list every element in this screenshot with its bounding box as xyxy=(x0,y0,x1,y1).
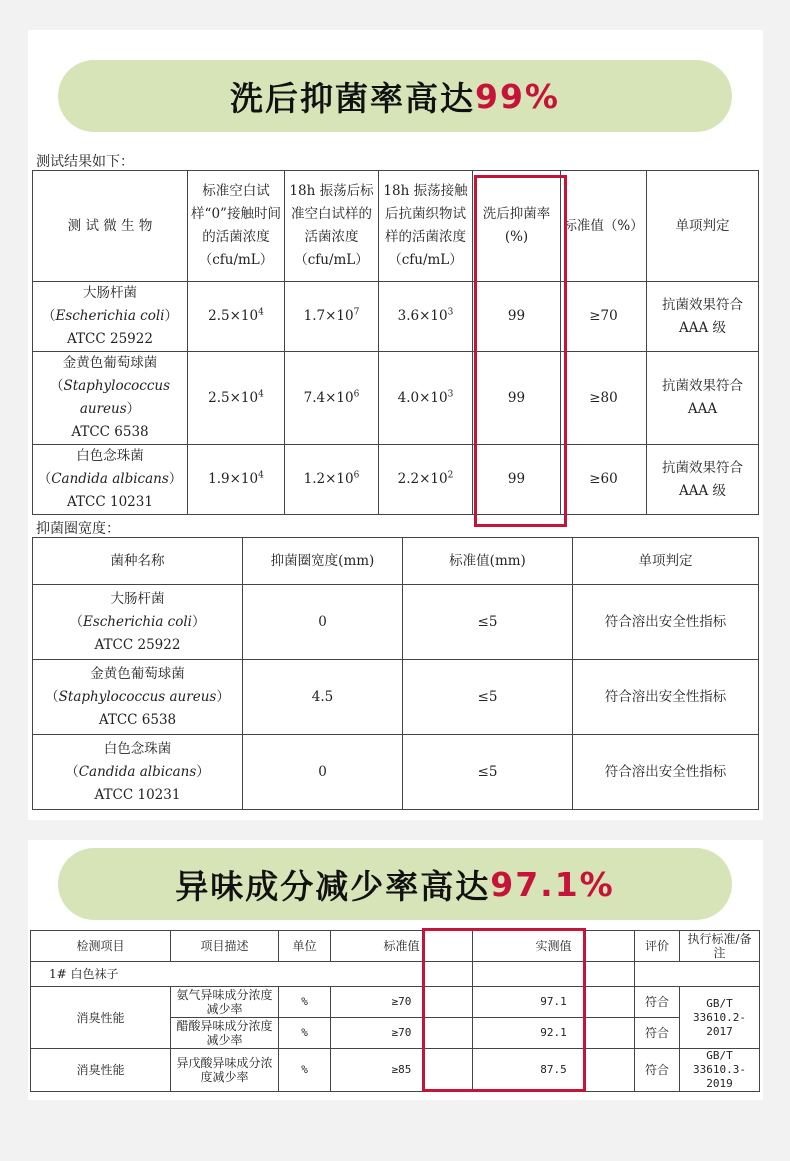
header-cell: 项目描述 xyxy=(171,931,279,962)
banner-highlight: 97.1% xyxy=(490,864,615,904)
desc-cell: 异戊酸异味成分浓度减少率 xyxy=(171,1049,279,1092)
section-label-inhibition: 抑菌圈宽度： xyxy=(36,521,120,537)
unit-cell: % xyxy=(279,987,331,1018)
table-row xyxy=(33,660,759,735)
header-cell: 标准值(mm) xyxy=(403,538,573,585)
organism-cell: 大肠杆菌 （Escherichia coli） ATCC 25922 xyxy=(33,585,243,660)
organism-strain: ATCC 6538 xyxy=(98,711,177,728)
width-cell: 4.5 xyxy=(243,660,403,735)
verdict-cell: 符合溶出安全性指标 xyxy=(573,660,759,735)
rate-cell: 99 xyxy=(473,352,561,445)
organism-cell: 白色念珠菌 （Candida albicans） ATCC 10231 xyxy=(33,735,243,810)
value-cell: $1.7\times 10^7$ xyxy=(285,282,379,352)
verdict-cell: 符合溶出安全性指标 xyxy=(573,585,759,660)
std-cell: ≥60 xyxy=(561,445,647,515)
report-document xyxy=(32,148,759,810)
organism-strain: ATCC 10231 xyxy=(94,786,181,803)
section-label-results: 测试结果如下： xyxy=(36,154,134,170)
organism-sci: Staphylococcus aureus xyxy=(63,378,171,417)
organism-name: 金黄色葡萄球菌 xyxy=(62,355,158,371)
deodorant-document xyxy=(30,930,760,1092)
width-cell: 0 xyxy=(243,735,403,810)
standard-cell: GB/T 33610.2-2017 xyxy=(680,987,760,1049)
organism-sci: Escherichia coli xyxy=(82,613,193,630)
report-card-antibacterial xyxy=(28,30,763,820)
unit-cell: % xyxy=(279,1018,331,1049)
item-cell: 消臭性能 xyxy=(31,1049,171,1092)
value-cell: $3.6\times 10^3$ xyxy=(379,282,473,352)
eval-cell: 符合 xyxy=(635,987,680,1018)
organism-cell: 金黄色葡萄球菌 （Staphylococcus aureus） ATCC 6538 xyxy=(33,352,188,445)
organism-sci: Escherichia coli xyxy=(55,308,165,324)
table-header-row xyxy=(33,538,759,585)
header-cell: 菌种名称 xyxy=(33,538,243,585)
standard-cell: GB/T 33610.3-2019 xyxy=(680,1049,760,1092)
value-cell: 97.1 xyxy=(473,987,635,1018)
organism-cell: 白色念珠菌 （Candida albicans） ATCC 10231 xyxy=(33,445,188,515)
organism-strain: ATCC 25922 xyxy=(94,636,181,653)
banner-highlight: 99% xyxy=(475,76,560,116)
banner-deodorant xyxy=(58,848,732,920)
organism-name: 白色念珠菌 xyxy=(76,448,144,464)
value-cell: $4.0\times 10^3$ xyxy=(379,352,473,445)
organism-name: 金黄色葡萄球菌 xyxy=(90,665,185,682)
value-cell: 92.1 xyxy=(473,1018,635,1049)
table-header-row xyxy=(33,171,759,282)
table-row xyxy=(33,352,759,445)
header-cell: 检测项目 xyxy=(31,931,171,962)
table-header-row xyxy=(31,931,760,962)
organism-strain: ATCC 25922 xyxy=(67,331,153,347)
verdict-cell: 抗菌效果符合 AAA 级 xyxy=(647,282,759,352)
sample-row xyxy=(31,962,760,987)
organism-name: 大肠杆菌 xyxy=(83,285,137,301)
table-row xyxy=(33,445,759,515)
rate-cell: 99 xyxy=(473,445,561,515)
std-cell: ≤5 xyxy=(403,735,573,810)
inhibition-zone-table xyxy=(32,537,759,810)
header-cell: 单项判定 xyxy=(573,538,759,585)
verdict-cell: 抗菌效果符合 AAA xyxy=(647,352,759,445)
header-cell: 测 试 微 生 物 xyxy=(33,171,188,282)
header-cell: 评价 xyxy=(635,931,680,962)
desc-cell: 醋酸异味成分浓度减少率 xyxy=(171,1018,279,1049)
desc-cell: 氨气异味成分浓度减少率 xyxy=(171,987,279,1018)
std-cell: ≥70 xyxy=(561,282,647,352)
value-cell: $2.5\times 10^4$ xyxy=(188,282,285,352)
std-cell: ≤5 xyxy=(403,660,573,735)
std-cell: ≥85 xyxy=(331,1049,473,1092)
header-cell: 洗后抑菌率(%) xyxy=(473,171,561,282)
header-cell: 实测值 xyxy=(473,931,635,962)
value-cell: $1.9\times 10^4$ xyxy=(188,445,285,515)
banner-title: 洗后抑菌率高达 xyxy=(230,78,475,118)
value-cell: $7.4\times 10^6$ xyxy=(285,352,379,445)
results-table xyxy=(32,170,759,515)
organism-sci: Candida albicans xyxy=(51,471,169,487)
organism-name: 白色念珠菌 xyxy=(103,740,172,757)
verdict-cell: 抗菌效果符合 AAA 级 xyxy=(647,445,759,515)
header-cell: 18h 振荡接触后抗菌织物试样的活菌浓度（cfu/mL） xyxy=(379,171,473,282)
std-cell: ≤5 xyxy=(403,585,573,660)
report-card-deodorant xyxy=(28,840,763,1100)
value-cell: 87.5 xyxy=(473,1049,635,1092)
banner-title: 异味成分减少率高达 xyxy=(175,866,491,906)
table-row xyxy=(33,735,759,810)
organism-name: 大肠杆菌 xyxy=(110,590,165,607)
std-cell: ≥70 xyxy=(331,1018,473,1049)
table-row xyxy=(31,1049,760,1092)
value-cell: $2.5\times 10^4$ xyxy=(188,352,285,445)
deodorant-table xyxy=(30,930,760,1092)
organism-cell: 金黄色葡萄球菌 （Staphylococcus aureus） ATCC 6538 xyxy=(33,660,243,735)
item-cell: 消臭性能 xyxy=(31,987,171,1049)
header-cell: 18h 振荡后标准空白试样的活菌浓度（cfu/mL） xyxy=(285,171,379,282)
value-cell: $2.2\times 10^2$ xyxy=(379,445,473,515)
rate-cell: 99 xyxy=(473,282,561,352)
std-cell: ≥70 xyxy=(331,987,473,1018)
width-cell: 0 xyxy=(243,585,403,660)
header-cell: 单项判定 xyxy=(647,171,759,282)
verdict-cell: 符合溶出安全性指标 xyxy=(573,735,759,810)
organism-strain: ATCC 10231 xyxy=(67,494,153,510)
header-cell: 标准空白试样“0”接触时间的活菌浓度（cfu/mL） xyxy=(188,171,285,282)
header-cell: 标准值（%） xyxy=(561,171,647,282)
std-cell: ≥80 xyxy=(561,352,647,445)
table-row xyxy=(31,987,760,1018)
eval-cell: 符合 xyxy=(635,1049,680,1092)
banner-antibacterial xyxy=(58,60,732,132)
header-cell: 抑菌圈宽度(mm) xyxy=(243,538,403,585)
organism-strain: ATCC 6538 xyxy=(71,424,149,440)
organism-cell: 大肠杆菌 （Escherichia coli） ATCC 25922 xyxy=(33,282,188,352)
header-cell: 单位 xyxy=(279,931,331,962)
table-row xyxy=(33,585,759,660)
eval-cell: 符合 xyxy=(635,1018,680,1049)
organism-sci: Candida albicans xyxy=(78,763,197,780)
unit-cell: % xyxy=(279,1049,331,1092)
header-cell: 执行标准/备注 xyxy=(680,931,760,962)
value-cell: $1.2\times 10^6$ xyxy=(285,445,379,515)
table-row xyxy=(33,282,759,352)
sample-label: 1# 白色袜子 xyxy=(31,962,473,987)
header-cell: 标准值 xyxy=(331,931,473,962)
organism-sci: Staphylococcus aureus xyxy=(58,688,217,705)
